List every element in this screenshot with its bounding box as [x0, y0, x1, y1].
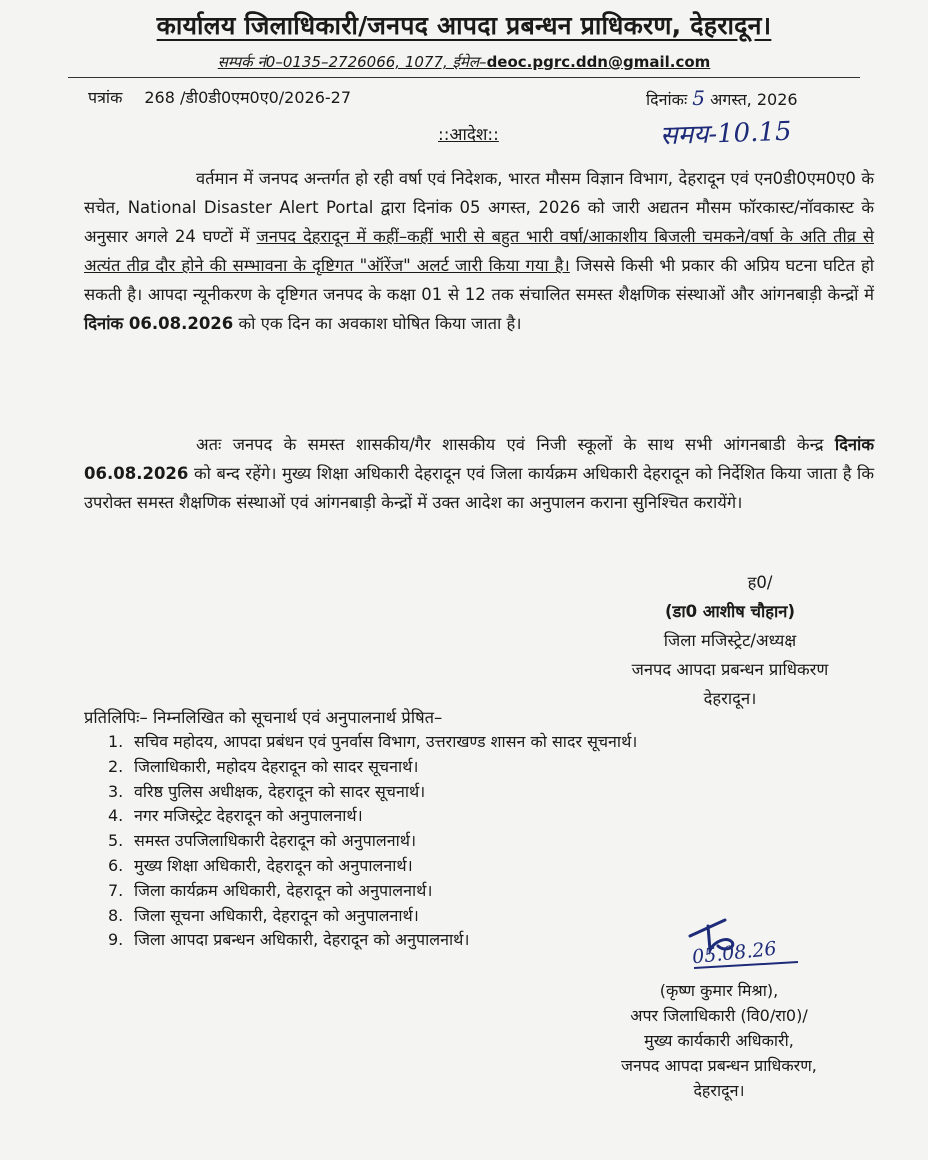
- header-divider: [68, 77, 860, 78]
- adm-authority: जनपद आपदा प्रबन्धन प्राधिकरण,: [621, 1056, 817, 1075]
- magistrate-authority: जनपद आपदा प्रबन्धन प्राधिकरण: [631, 660, 829, 679]
- list-item: 1. सचिव महोदय, आपदा प्रबंधन एवं पुनर्वास विभाग, उत्तराखण्ड शासन को सादर सूचनार्थ।: [108, 732, 638, 751]
- date-rest: अगस्त, 2026: [710, 90, 798, 109]
- contact-prefix: सम्पर्क नं0–0135–2726066, 1077, ईमेल–: [217, 53, 487, 71]
- para1-orange-alert: जनपद देहरादून में कहीं–कहीं भारी से बहुत भारी वर्षा/आकाशीय बिजली चमकने/वर्षा के अति तीव्र से अत्यंत तीव्र दौर होने की सम्भावना के दृष्टिगत "ऑरेंज" अलर्ट जारी किया गया है।: [84, 227, 875, 275]
- date-label: दिनांकः: [646, 90, 688, 109]
- list-item: 5. समस्त उपजिलाधिकारी देहरादून को अनुपालनार्थ।: [108, 831, 417, 851]
- adm-signature-block: [584, 978, 854, 1103]
- para1-intro: वर्तमान में जनपद अन्तर्गत हो रही वर्षा एवं निदेशक, भारत मौसम विज्ञान विभाग, देहरादून एवं एन0डी0एम0ए0 के सचेत, National Disaster Alert Portal द्वारा दिनांक 05 अगस्त, 2026 को जारी अद्यतन मौसम फॉरकास्ट/नॉवकास्ट के अनुसार अगले 24 घण्टों में: [84, 169, 874, 246]
- adm-designation-2: मुख्य कार्यकारी अधिकारी,: [644, 1031, 794, 1050]
- signed-mark: ह0/: [747, 573, 773, 592]
- list-item: 3. वरिष्ठ पुलिस अधीक्षक, देहरादून को सादर सूचनार्थ।: [108, 781, 426, 801]
- list-item: 6. मुख्य शिक्षा अधिकारी, देहरादून को अनुपालनार्थ।: [108, 855, 413, 875]
- order-paragraph-2: [84, 430, 874, 517]
- order-date: [646, 86, 798, 110]
- list-item: 2. जिलाधिकारी, महोदय देहरादून को सादर सूचनार्थ।: [108, 756, 419, 776]
- adm-designation-1: अपर जिलाधिकारी (वि0/रा0)/: [630, 1006, 808, 1025]
- para1-end: को एक दिन का अवकाश घोषित किया जाता है।: [233, 314, 522, 333]
- list-item: 9. जिला आपदा प्रबन्धन अधिकारी, देहरादून को अनुपालनार्थ।: [108, 930, 470, 950]
- para1-holiday-date: दिनांक 06.08.2026: [84, 314, 234, 333]
- contact-email: deoc.pgrc.ddn@gmail.com: [486, 53, 711, 71]
- reference-value: 268 /डी0डी0एम0ए0/2026-27: [144, 88, 352, 107]
- para2-end: को बन्द रहेंगे। मुख्य शिक्षा अधिकारी देहरादून एवं जिला कार्यक्रम अधिकारी देहरादून को निर्देशित किया जाता है कि उपरोक्त समस्त शैक्षणिक संस्थाओं एवं आंगनबाड़ी केन्द्रों में उक्त आदेश का अनुपालन कराना सुनिश्चित करायेंगे।: [84, 464, 874, 512]
- magistrate-designation: जिला मजिस्ट्रेट/अध्यक्ष: [663, 631, 797, 650]
- list-item: 4. नगर मजिस्ट्रेट देहरादून को अनुपालनार्थ।: [108, 806, 363, 826]
- copy-list: [108, 730, 637, 953]
- para1-middle: जिससे किसी भी प्रकार की अप्रिय घटना घटित हो सकती है। आपदा न्यूनीकरण के दृष्टिगत जनपद के कक्षा 01 से 12 तक संचालित समस्त शैक्षणिक संस्थाओं और आंगनबाड़ी केन्द्रों में: [84, 256, 875, 304]
- reference-label: पत्रांक: [88, 88, 123, 107]
- para2-closure-date: दिनांक 06.08.2026: [84, 435, 874, 483]
- contact-line: [0, 52, 928, 72]
- magistrate-name: (डा0 आशीष चौहान): [665, 602, 795, 621]
- signature-date-handwritten: 05.08.26: [691, 937, 778, 969]
- order-paragraph-1: [84, 164, 874, 338]
- office-title: कार्यालय जिलाधिकारी/जनपद आपदा प्रबन्धन प्राधिकरण, देहरादून।: [156, 11, 772, 40]
- copy-heading: प्रतिलिपिः– निम्नलिखित को सूचनार्थ एवं अनुपालनार्थ प्रेषित–: [84, 708, 443, 727]
- para2-intro: अतः जनपद के समस्त शासकीय/गैर शासकीय एवं निजी स्कूलों के साथ सभी आंगनबाडी केन्द्र: [196, 435, 835, 454]
- adm-name: (कृष्ण कुमार मिश्रा),: [659, 981, 779, 1000]
- magistrate-place: देहरादून।: [703, 689, 757, 708]
- date-day-handwritten: 5: [692, 86, 706, 110]
- reference-number: [88, 86, 351, 108]
- magistrate-signature-block: [600, 568, 860, 713]
- order-heading: ::आदेश::: [438, 125, 499, 145]
- adm-place: देहरादून।: [693, 1081, 745, 1100]
- time-handwritten: समय-10.15: [659, 116, 792, 152]
- list-item: 8. जिला सूचना अधिकारी, देहरादून को अनुपालनार्थ।: [108, 905, 419, 925]
- list-item: 7. जिला कार्यक्रम अधिकारी, देहरादून को अनुपालनार्थ।: [108, 880, 433, 900]
